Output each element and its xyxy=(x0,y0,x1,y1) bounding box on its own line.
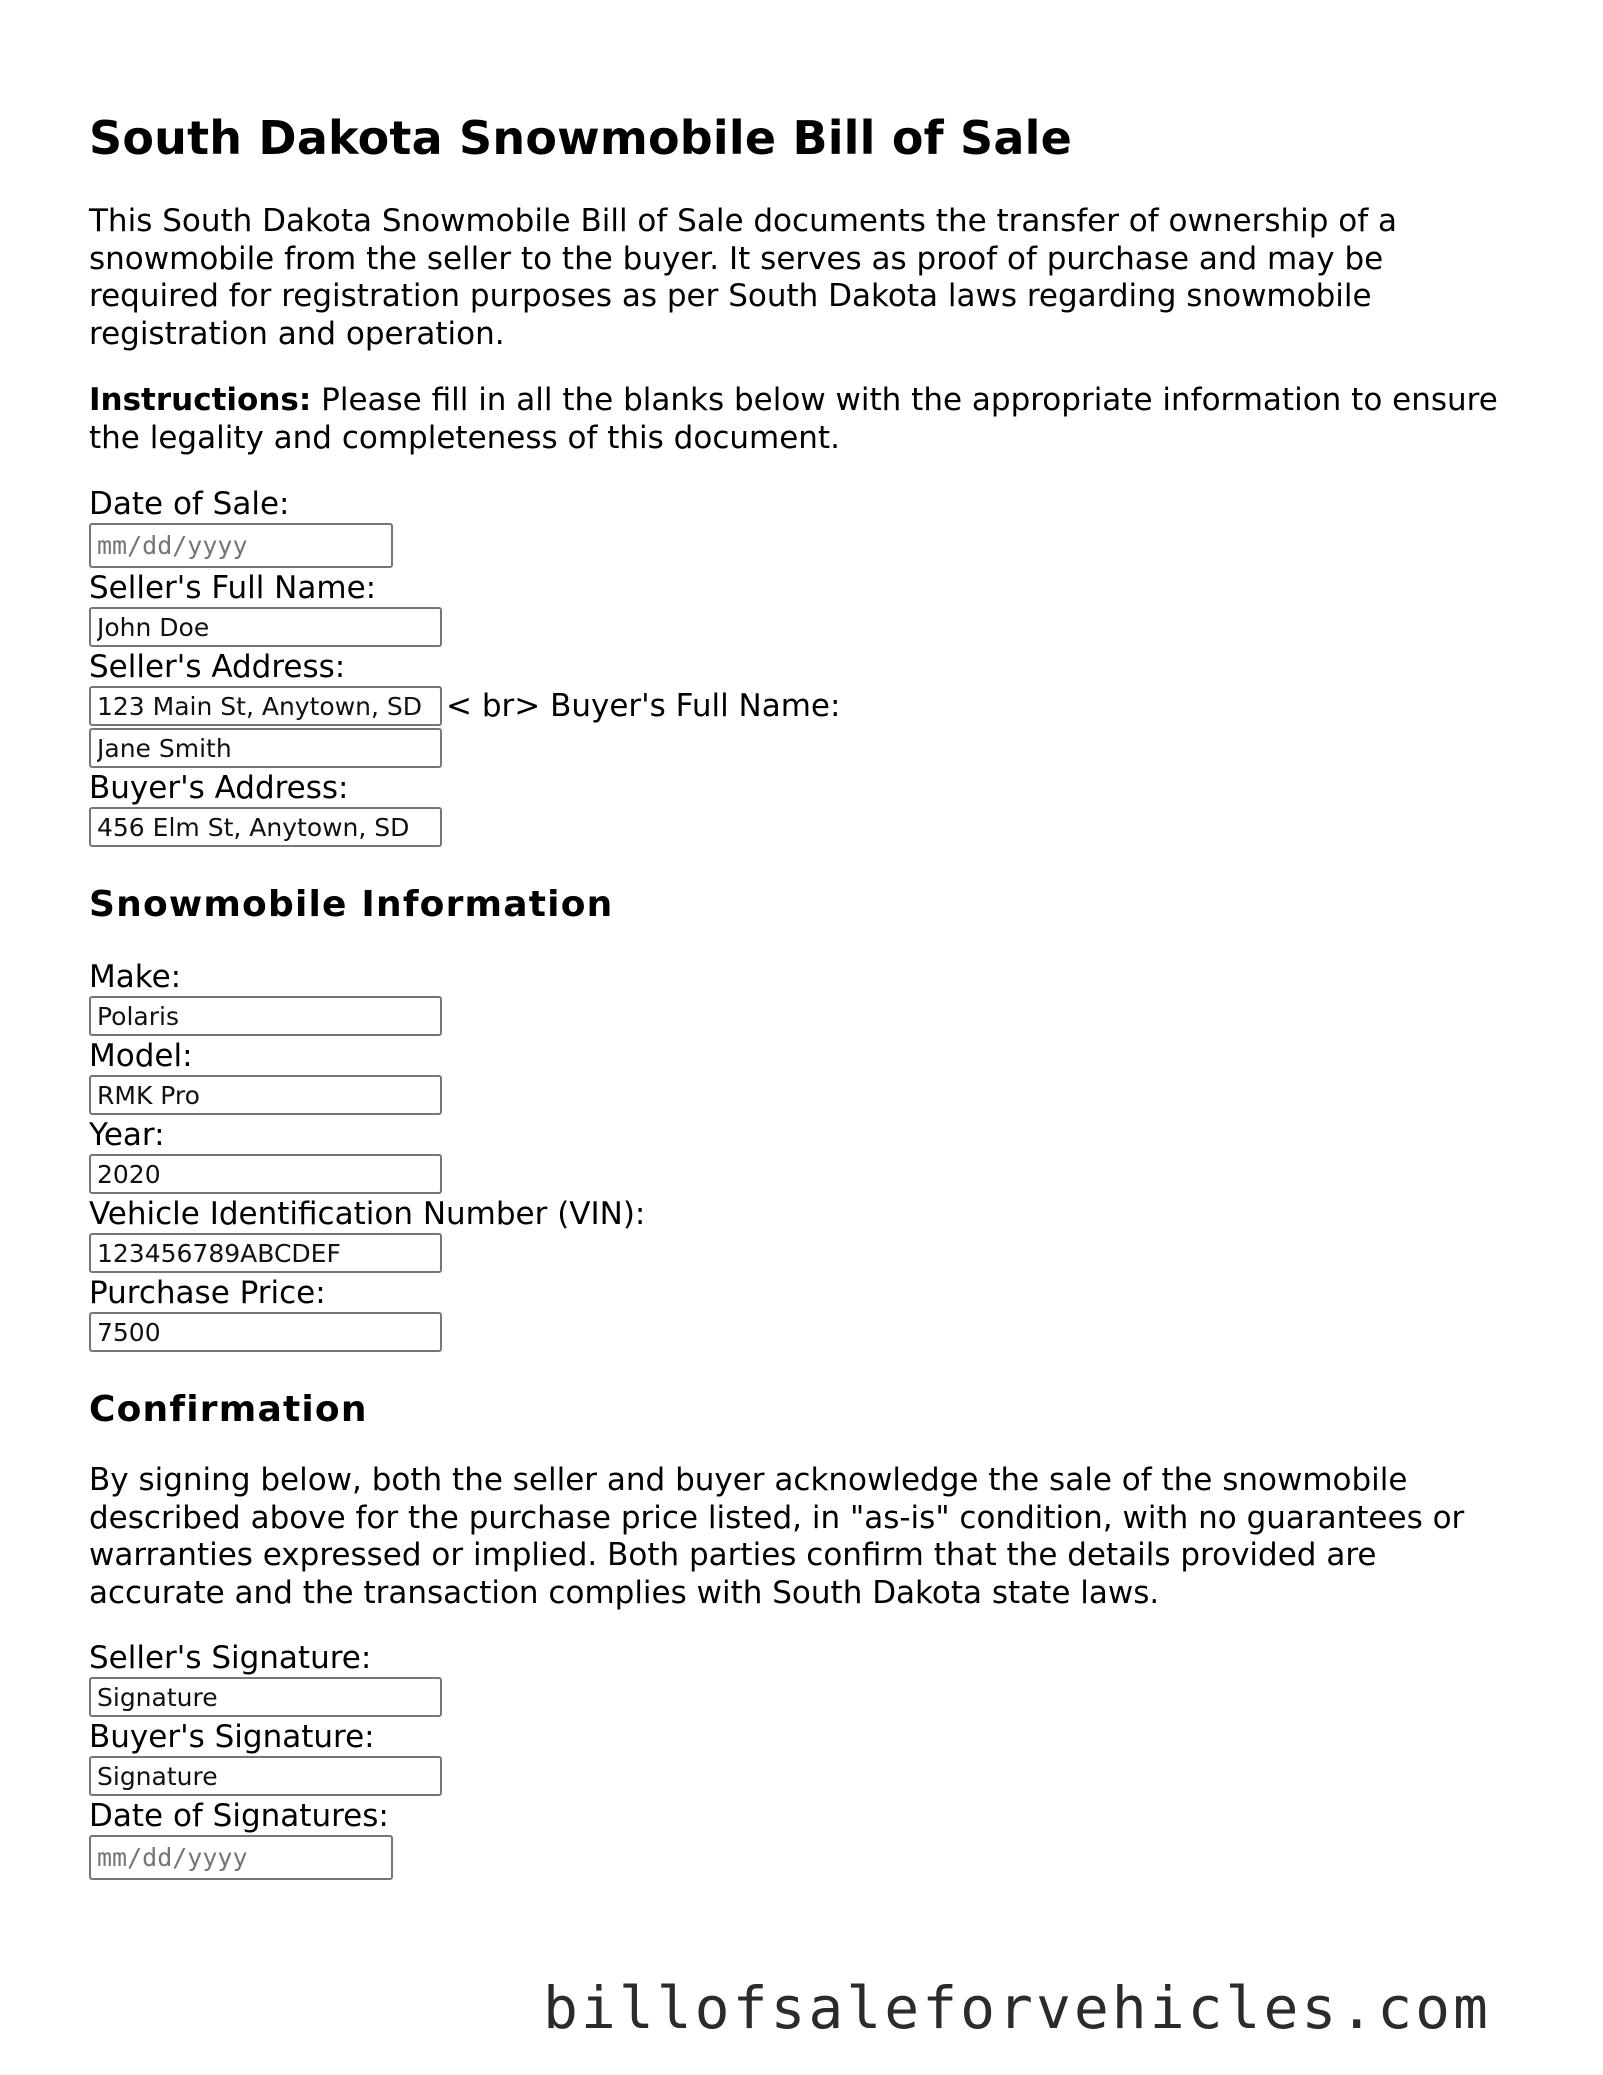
seller-name-label: Seller's Full Name: xyxy=(89,570,377,606)
buyer-address-label: Buyer's Address: xyxy=(89,770,349,806)
model-input[interactable] xyxy=(89,1075,442,1115)
confirmation-paragraph: By signing below, both the seller and buyer acknowledge the sale of the snowmobile described above for the purchase price listed, in "as-is" condition, with no guarantees or warranties expressed or implied. Both parties confirm that the details provided are accurate and the transaction complies with South Dakota state laws. xyxy=(89,1462,1465,1611)
buyer-address-input[interactable] xyxy=(89,807,442,847)
purchase-price-input[interactable] xyxy=(89,1312,442,1352)
model-label: Model: xyxy=(89,1038,193,1074)
intro-paragraph: This South Dakota Snowmobile Bill of Sale documents the transfer of ownership of a snowmobile from the seller to the buyer. It serves as proof of purchase and may be required for registration purposes as per South Dakota laws regarding snowmobile registration and operation. xyxy=(89,203,1397,352)
make-input[interactable] xyxy=(89,996,442,1036)
site-watermark: billofsaleforvehicles.com xyxy=(543,1974,1491,2042)
purchase-price-label: Purchase Price: xyxy=(89,1275,326,1311)
confirmation-heading: Confirmation xyxy=(89,1389,368,1430)
seller-address-label: Seller's Address: xyxy=(89,649,346,685)
buyer-name-input[interactable] xyxy=(89,728,442,768)
buyer-signature-label: Buyer's Signature: xyxy=(89,1719,375,1755)
seller-signature-input[interactable] xyxy=(89,1677,442,1717)
seller-signature-label: Seller's Signature: xyxy=(89,1640,372,1676)
buyer-name-label: < br> Buyer's Full Name: xyxy=(446,687,841,724)
parties-form xyxy=(89,486,1519,847)
year-label: Year: xyxy=(89,1117,165,1153)
signature-date-label: Date of Signatures: xyxy=(89,1798,389,1834)
page-title: South Dakota Snowmobile Bill of Sale xyxy=(89,111,1072,165)
signature-form xyxy=(89,1640,1519,1880)
vin-label: Vehicle Identification Number (VIN): xyxy=(89,1196,646,1232)
year-input[interactable] xyxy=(89,1154,442,1194)
vin-input[interactable] xyxy=(89,1233,442,1273)
date-of-sale-label: Date of Sale: xyxy=(89,486,290,522)
seller-address-row xyxy=(89,686,1519,726)
instructions-text: Please fill in all the blanks below with the appropriate information to ensure the legality and completeness of this document. xyxy=(89,382,1498,456)
buyer-signature-input[interactable] xyxy=(89,1756,442,1796)
date-of-sale-input[interactable] xyxy=(89,523,393,568)
make-label: Make: xyxy=(89,959,182,995)
instructions-label: Instructions: xyxy=(89,382,312,418)
seller-address-input[interactable] xyxy=(89,686,442,726)
snowmobile-form xyxy=(89,959,1519,1352)
snowmobile-info-heading: Snowmobile Information xyxy=(89,884,614,925)
signature-date-input[interactable] xyxy=(89,1835,393,1880)
instructions-paragraph xyxy=(89,382,1519,457)
document xyxy=(89,0,1519,1882)
seller-name-input[interactable] xyxy=(89,607,442,647)
